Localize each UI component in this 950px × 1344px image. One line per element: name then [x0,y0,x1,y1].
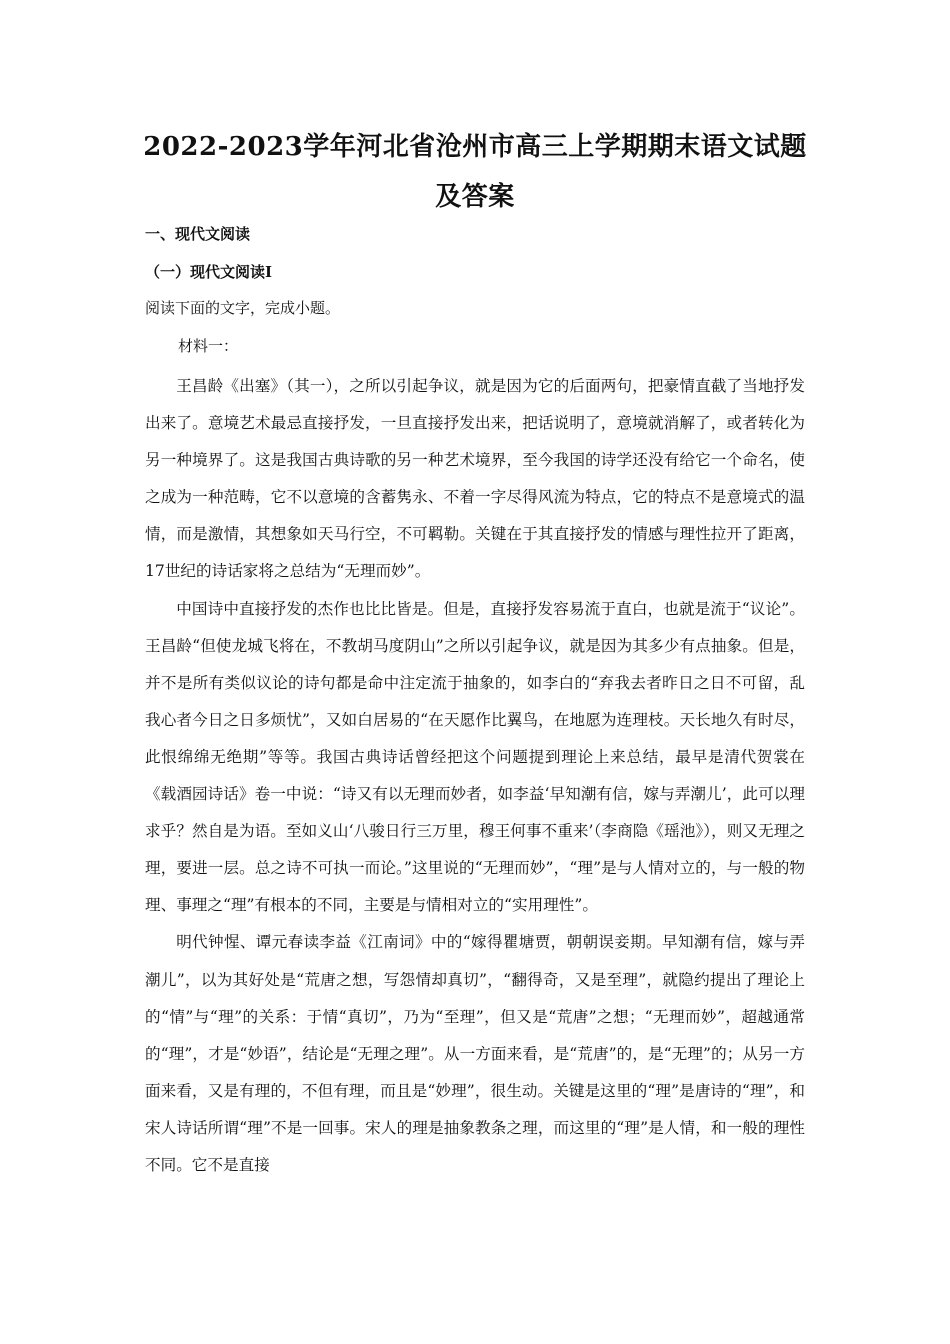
article-body [145,368,805,1184]
reading-instruction: 阅读下面的文字，完成小题。 [145,299,341,317]
paragraph: 中国诗中直接抒发的杰作也比比皆是。但是，直接抒发容易流于直白，也就是流于“议论”。王昌龄“但使龙城飞将在，不教胡马度阴山”之所以引起争议，就是因为其多少有点抽象。但是，并不是所有类似议论的诗句都是命中注定流于抽象的，如李白的“弃我去者昨日之日不可留，乱我心者今日之日多烦忧”，又如白居易的“在天愿作比翼鸟，在地愿为连理枝。天长地久有时尽，此恨绵绵无绝期”等等。我国古典诗话曾经把这个问题提到理论上来总结，最早是清代贺裳在《载酒园诗话》卷一中说：“诗又有以无理而妙者，如李益‘早知潮有信，嫁与弄潮儿’，此可以理求乎？然自是为语。至如义山‘八骏日行三万里，穆王何事不重来’（李商隐《瑶池》），则又无理之理，要进一层。总之诗不可执一而论。”这里说的“无理而妙”，“理”是与人情对立的，与一般的物理、事理之“理”有根本的不同，主要是与情相对立的“实用理性”。 [145,599,805,915]
material-label: 材料一： [178,337,239,355]
document-title: 2022-2023学年河北省沧州市高三上学期期末语文试题及答案 [143,132,807,212]
section-heading: 一、现代文阅读 [145,225,251,243]
paragraph: 王昌龄《出塞》（其一），之所以引起争议，就是因为它的后面两句，把豪情直截了当地抒发出来了。意境艺术最忌直接抒发，一旦直接抒发出来，把话说明了，意境就消解了，或者转化为另一种境界了。这是我国古典诗歌的另一种艺术境界，至今我国的诗学还没有给它一个命名，使之成为一种范畴，它不以意境的含蓄隽永、不着一字尽得风流为特点，它的特点不是意境式的温情，而是激情，其想象如天马行空，不可羁勒。关键在于其直接抒发的情感与理性拉开了距离，17世纪的诗话家将之总结为“无理而妙”。 [145,377,805,581]
subsection-heading: （一）现代文阅读Ⅰ [145,263,273,281]
paragraph: 明代钟惺、谭元春读李益《江南词》中的“嫁得瞿塘贾，朝朝误妾期。早知潮有信，嫁与弄潮儿”，以为其好处是“荒唐之想，写怨情却真切”，“翻得奇，又是至理”，就隐约提出了理论上的“情”与“理”的关系：于情“真切”，乃为“至理”，但又是“荒唐”之想；“无理而妙”，超越通常的“理”，才是“妙语”，结论是“无理之理”。从一方面来看，是“荒唐”的，是“无理”的；从另一方面来看，又是有理的，不但有理，而且是“妙理”，很生动。关键是这里的“理”是唐诗的“理”，和宋人诗话所谓“理”不是一回事。宋人的理是抽象教条之理，而这里的“理”是人情，和一般的理性不同。它不是直接 [145,933,805,1174]
